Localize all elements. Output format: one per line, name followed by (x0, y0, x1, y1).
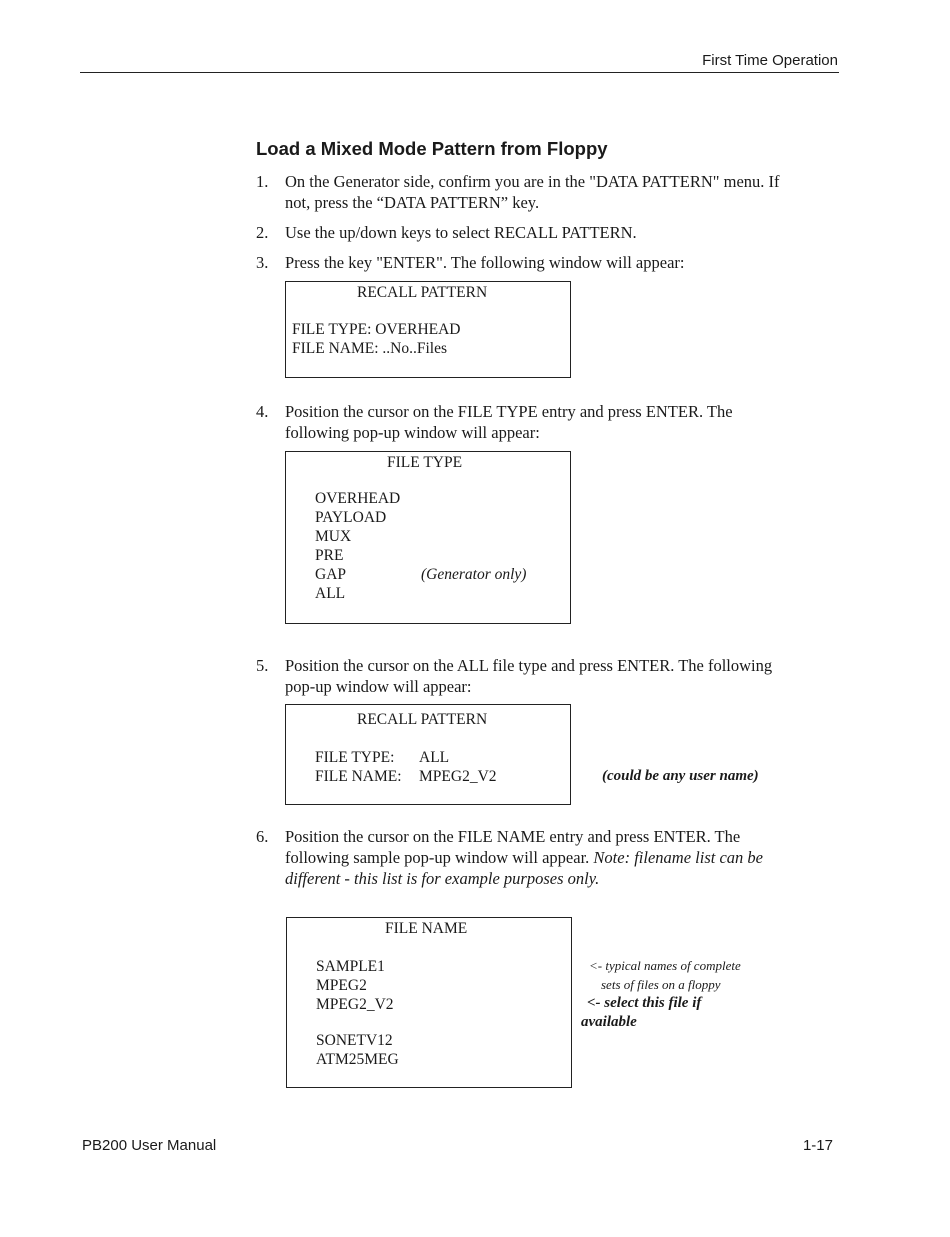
manual-title-footer: PB200 User Manual (82, 1137, 217, 1154)
step-line: Use the up/down keys to select RECALL PATTERN. (285, 223, 637, 242)
file-type-option: PRE (315, 547, 344, 564)
file-type-option: ALL (315, 585, 346, 602)
step-line: not, press the “DATA PATTERN” key. (285, 193, 540, 212)
step-line: following pop-up window will appear: (285, 423, 540, 442)
window-title: FILE NAME (385, 920, 468, 937)
file-name-row: FILE NAME: ..No..Files (292, 340, 447, 357)
file-name-option: SAMPLE1 (316, 958, 385, 975)
step-2 (256, 222, 836, 243)
step-number: 2. (256, 223, 269, 242)
file-type-row: FILE TYPE: OVERHEAD (292, 321, 461, 338)
file-name-option: MPEG2_V2 (316, 996, 394, 1013)
file-name-label: FILE NAME: (315, 768, 402, 785)
typical-names-note: <- typical names of complete (589, 958, 741, 973)
step-1 (256, 171, 836, 213)
step-number: 6. (256, 827, 269, 846)
header-rule (80, 72, 839, 73)
step-note: different - this list is for example purposes only. (285, 869, 600, 888)
step-number: 5. (256, 656, 269, 675)
typical-names-note: sets of files on a floppy (601, 977, 721, 992)
file-name-option: SONETV12 (316, 1032, 393, 1049)
step-3 (256, 252, 836, 273)
step-line: Position the cursor on the FILE TYPE entry and press ENTER. The (285, 402, 733, 421)
file-name-value: MPEG2_V2 (419, 768, 497, 785)
select-file-note: available (581, 1014, 637, 1030)
file-type-option: OVERHEAD (315, 490, 401, 507)
recall-pattern-window-all (285, 704, 571, 805)
file-type-option: PAYLOAD (315, 509, 387, 526)
running-header: First Time Operation (702, 52, 838, 69)
step-line: following sample pop-up window will appear. (285, 848, 590, 867)
step-line-with-note (285, 847, 763, 868)
file-type-option: GAP (315, 566, 347, 583)
step-line: Position the cursor on the ALL file type and press ENTER. The following (285, 656, 773, 675)
select-file-note: <- select this file if (587, 995, 702, 1011)
user-name-note: (could be any user name) (602, 768, 759, 784)
section-title: Load a Mixed Mode Pattern from Floppy (256, 138, 608, 159)
step-line: Position the cursor on the FILE NAME entry and press ENTER. The (285, 827, 741, 846)
window-title: RECALL PATTERN (357, 711, 488, 728)
step-line: pop-up window will appear: (285, 677, 472, 696)
file-name-window (286, 917, 572, 1088)
step-6 (256, 826, 846, 889)
file-type-window (285, 451, 571, 624)
file-type-option: MUX (315, 528, 352, 545)
window-title: RECALL PATTERN (357, 284, 488, 301)
recall-pattern-window (285, 281, 571, 378)
step-line: Press the key "ENTER". The following window will appear: (285, 253, 685, 272)
file-name-option: ATM25MEG (316, 1051, 399, 1068)
page-number: 1-17 (802, 1137, 833, 1154)
generator-only-note: (Generator only) (421, 566, 527, 583)
step-number: 3. (256, 253, 269, 272)
file-type-label: FILE TYPE: (315, 749, 395, 766)
step-number: 1. (256, 172, 269, 191)
step-number: 4. (256, 402, 269, 421)
step-4 (256, 401, 836, 443)
step-note: Note: filename list can be (593, 848, 763, 867)
window-title: FILE TYPE (387, 454, 463, 471)
file-name-option: MPEG2 (316, 977, 367, 994)
step-line: On the Generator side, confirm you are in the "DATA PATTERN" menu. If (285, 172, 780, 191)
step-5 (256, 655, 836, 697)
file-type-value: ALL (419, 749, 450, 766)
